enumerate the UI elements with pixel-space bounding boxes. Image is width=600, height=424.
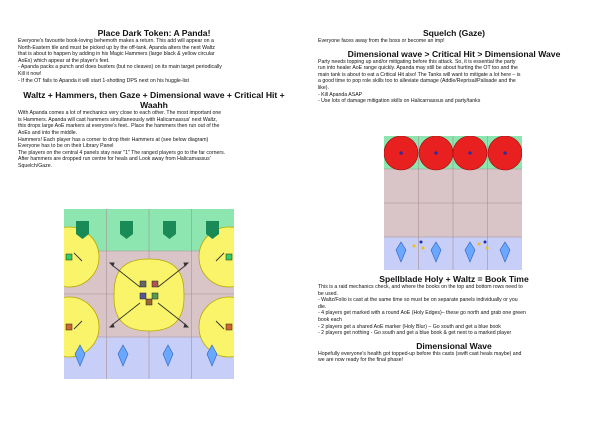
player-dot [503, 151, 506, 154]
text-line: - 4 players get marked with a round AoE (Holy Edges)– these go north and grab one green [318, 310, 526, 317]
section-body-waltz-hammers [18, 110, 290, 169]
text-line: run into healer AoE range quickly. Apanda may still be about hurting the OT too and the [318, 65, 518, 72]
text-line: Hopefully everyone's health got topped-up before this casts (swift cast heals maybe) and [318, 350, 522, 357]
text-line: a good time to pop role skills too to alleviate damage (Addle/Reprisal/Palisade and the [318, 78, 516, 85]
text-line: be used. [318, 290, 338, 297]
player-dot [420, 241, 423, 244]
text-line: Party needs topping up and/or mitigating before this attack. So, it is essential the party [318, 58, 516, 65]
player-dot [399, 151, 402, 154]
player-marker-icon [140, 281, 146, 287]
text-line: is Hammers. Apanda will cast hammers simultaneously with Halicarnassus' next Waltz, [18, 116, 218, 123]
section-title-dimensional-wave: Dimensional Wave [416, 340, 492, 351]
text-line: die. [318, 303, 327, 310]
right-column [318, 0, 590, 105]
section-title-book-time: Spellblade Holy + Waltz = Book Time [379, 274, 529, 284]
player-dot [478, 243, 481, 246]
player-dot [413, 245, 416, 248]
player-marker-icon [226, 254, 232, 260]
section-title-waltz-hammers: Waltz + Hammers, then Gaze + Dimensional wave + Critical Hit + Waahh [23, 90, 285, 111]
text-line: like). [318, 84, 329, 91]
section-body-dark-token [18, 38, 290, 84]
text-line: Kill it now! [18, 70, 42, 77]
text-line: AoEs and into the middle. [18, 129, 78, 136]
text-line: main tank is about to eat a Critical Hit also! The Tanks will want to mitigate a lot here – is [318, 71, 521, 78]
hammer-aoe-centre [114, 259, 184, 331]
text-line: North-Eastern tile and must be picked up by the off-tank. Apanda alters the next Waltz [18, 44, 215, 51]
text-line: - Use lots of damage mitigation skills on Halicarnassus and party/tanks [318, 98, 481, 105]
text-line: Everyone has to be on their Library Panel [18, 143, 114, 150]
player-marker-icon [226, 324, 232, 330]
player-dot [422, 247, 425, 250]
text-line: - 2 players get a shared AoE marker (Holy Blur) – Go south and get a blue book [318, 323, 501, 330]
player-dot [484, 241, 487, 244]
text-line: The players on the central 4 panels stay near "1" The ranged players go to the far corners. [18, 149, 226, 156]
player-dot [468, 151, 471, 154]
text-line: - 2 players get nothing - Go south and get a blue book & get next to a marked player [318, 330, 512, 337]
text-line: This is a raid mechanics check, and where the books on the top and bottom rows need to [318, 284, 523, 290]
book-time-diagram [384, 136, 522, 270]
text-line: Everyone faces away from the boss or become an imp! [318, 38, 445, 44]
text-line: - If the OT fails to Apanda it will start 1-shotting DPS next on his huggle-list [18, 77, 189, 84]
hammers-diagram [64, 209, 234, 379]
player-marker-icon [146, 299, 152, 305]
text-line: - Apanda packs a punch and does busters (but no cleaves) on its main target periodically [18, 64, 222, 71]
text-line: Hammers! Each player has a corner to drop their Hammers at (see below diagram) [18, 136, 209, 143]
text-line: we are now ready for the final phase! [318, 357, 404, 364]
text-line: - Waltz/Folio is cast at the same time so must be on separate panels individually or you [318, 297, 518, 304]
left-column [18, 0, 290, 170]
player-marker-icon [140, 293, 146, 299]
section-body-book-time [318, 284, 590, 337]
text-line: Squelch/Gaze. [18, 162, 53, 169]
text-line: AoEs) which appear at the player's feet. [18, 57, 110, 64]
player-marker-icon [152, 293, 158, 299]
player-marker-icon [152, 281, 158, 287]
section-title-dark-token: Place Dark Token: A Panda! [97, 28, 211, 38]
player-dot [486, 247, 489, 250]
player-marker-icon [66, 324, 72, 330]
section-title-squelch: Squelch (Gaze) [422, 28, 486, 38]
section-body-dimensional-wave-critical [318, 59, 590, 105]
text-line: book each [318, 316, 342, 323]
text-line: After hammers are dropped run centre for heals and Look away from Halicarnassus' [18, 156, 211, 163]
text-line: With Apanda comes a lot of mechanics very close to each other. The most important one [18, 110, 222, 117]
player-marker-icon [66, 254, 72, 260]
text-line: - Kill Apanda ASAP [318, 91, 363, 98]
text-line: Everyone's favourite book-loving behemoth makes a return. This add will appear on a [18, 38, 214, 44]
player-dot [434, 151, 437, 154]
text-line: that is about to happen by adding in his Magic Hammers (large black & yellow circular [18, 51, 215, 58]
text-line: this drops large AoE markers at everyone's feet.. Place the hammers then run out of the [18, 123, 220, 130]
right-column-lower [318, 274, 590, 364]
section-title-dimensional-wave-critical: Dimensional wave > Critical Hit > Dimensional Wave [347, 48, 561, 59]
section-body-dimensional-wave [318, 351, 590, 364]
